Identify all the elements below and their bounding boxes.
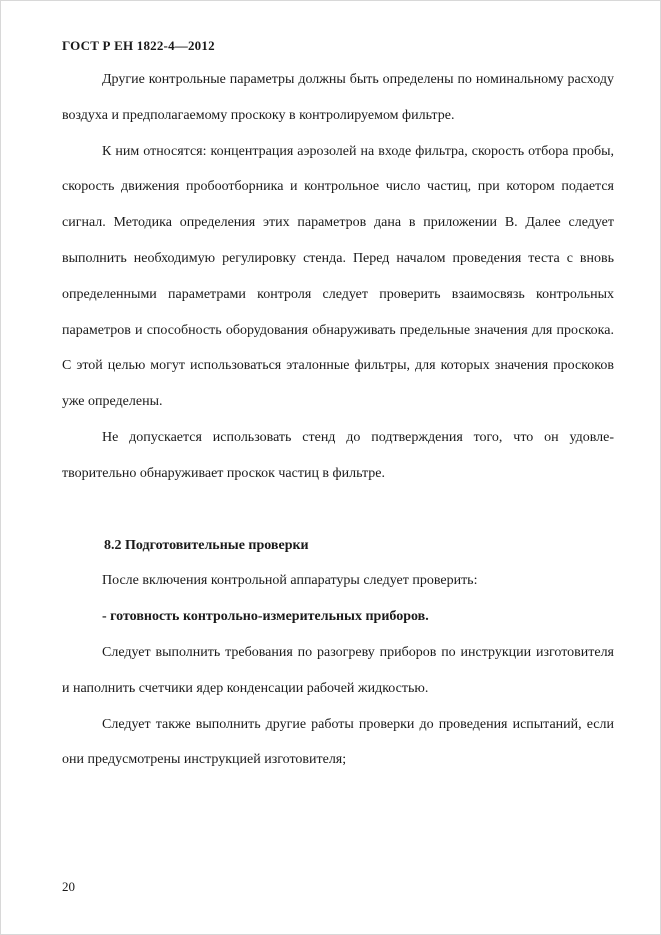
section-intro: После включения контрольной аппаратуры следует проверить: [102,573,478,589]
paragraph-other-checks: Следует также выполнить другие работы проверки до проведения испытаний, если они предусмотрены инструкцией изготовителя; [62,716,614,768]
document-header: ГОСТ Р ЕН 1822-4—2012 [62,38,215,53]
paragraph-warmup: Следует выполнить требования по разогреву приборов по инструкции изготовителя и наполнить счетчики ядер конденсации рабочей жидкостью. [62,644,614,696]
paragraph-stand-usage: Не допускается использовать стенд до подтверждения того, что он удовлетворительно обнаруживает проскок частиц в фильтре. [62,429,614,481]
section-spacer [62,492,614,528]
paragraph-parameter-list: К ним относятся: концентрация аэрозолей на входе фильтра, скорость отбора пробы, скорость движения пробоотборника и контрольное число частиц, при котором подается сигнал. Методика определения этих параметров дана в приложении В. Далее следует выполнить необходимую регулировку стенда. Перед началом проведения теста с вновь определенными параметрами контроля следует проверить взаимосвязь контрольных параметров и способность оборудования обнаруживать предельные значения для проскока. С этой целью могут использоваться эталонные фильтры, для которых значения проскоков уже определены. [62,143,614,410]
paragraph-control-parameters: Другие контрольные параметры должны быть определены по номинальному расходу воздуха и предполагаемому проскоку в контролируемом фильтре. [62,72,614,123]
page-content [62,62,614,778]
section-list-item: - готовность контрольно-измерительных приборов. [102,609,429,625]
page-number: 20 [62,879,75,894]
section-heading: 8.2 Подготовительные проверки [104,537,309,553]
